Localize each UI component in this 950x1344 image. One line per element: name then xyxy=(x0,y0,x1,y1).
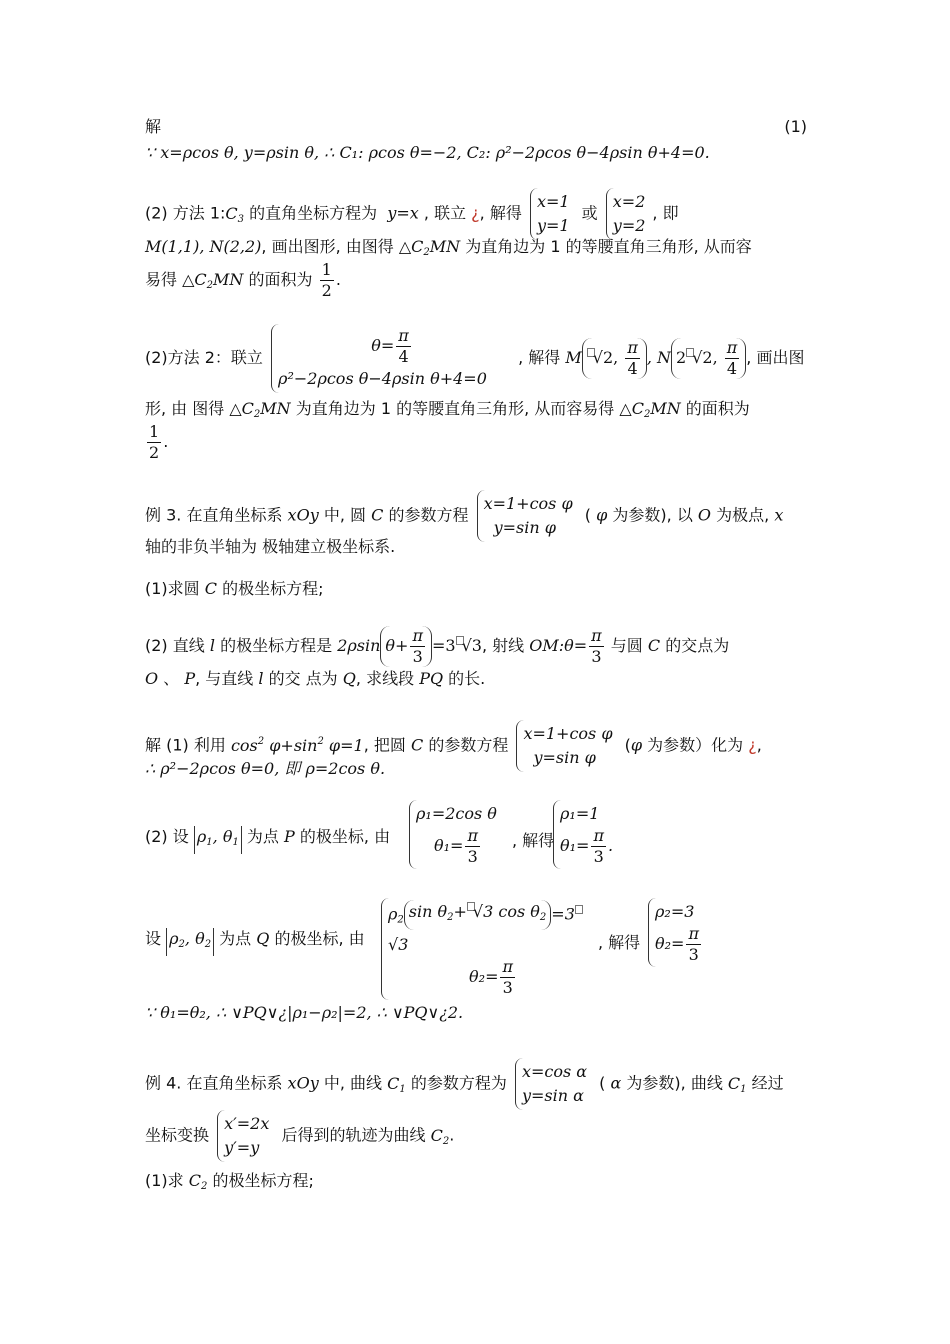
method-1-line-1: (2) 方法 $1:C_3$ 的直角坐标方程为 y=x , 联立 ¿, 解得 x=1 y=1 或 x=2 y=2 , 即 xyxy=(145,188,807,240)
solution-heading: 解 (1) xyxy=(145,117,807,136)
solution-1-equation: ∵ x=ρcos θ, y=ρsin θ, ∴ C₁: ρcos θ=−2, C₂: ρ²−2ρcos θ−4ρsin θ+4=0. xyxy=(145,143,710,162)
method-1-line-3: 易得 $\triangle C_2MN$ 的面积为 $\frac{1}{2}$ . xyxy=(145,260,341,300)
method-2-line-2: 形, 由 图得 $\triangle C_2MN$ 为直角边为 1 的等腰直角三角形, 从而容易得 $\triangle C_2MN$ 的面积为 xyxy=(145,399,750,420)
method-2-line-1: (2)方法 2：联立 θ= $\frac{\pi}{4}$ ρ²−2ρcos θ−4ρsin θ+4=0 , 解得 M √2, $\frac{\pi}{4}$ , N 2 √2, $\frac{\pi}{4}$ , 画出图 xyxy=(145,324,807,393)
example-4-line-1: 例 4. 在直角坐标系 xOy 中, 曲线 $C_1$ 的参数方程为 x=cos α y=sin α ( α 为参数), 曲线 $C_1$ 经过 xyxy=(145,1058,807,1110)
solution-3-conclusion: ∵ θ₁=θ₂, ∴ ∨PQ∨¿|ρ₁−ρ₂|=2, ∴ ∨PQ∨¿2. xyxy=(145,1003,464,1022)
solution-3-system-1: ρ₁=2cos θ θ₁= $\frac{\pi}{3}$ xyxy=(406,800,504,869)
method-2-line-3: $\frac{1}{2}$ . xyxy=(149,422,169,462)
solution-3-result-1: ρ₁=1 θ₁= $\frac{\pi}{3}$ . xyxy=(550,800,620,869)
example-3-question-2: (2) 直线 l 的极坐标方程是 2ρsin θ+ $\frac{\pi}{3}$ =3 √3, 射线 OM:θ= $\frac{\pi}{3}$ 与圆 C 的交点为 xyxy=(145,626,730,666)
example-4-line-2: 坐标变换 x′=2x y′=y 后得到的轨迹为曲线 $C_2$. xyxy=(145,1110,807,1162)
solution-3-solved-label-2: , 解得 xyxy=(598,933,641,952)
solution-3-solved-label: , 解得 xyxy=(512,831,555,850)
example-3-question-1: (1)求圆 C 的极坐标方程; xyxy=(145,579,324,598)
method-1-line-2: M(1,1), N(2,2), 画出图形, 由图得 $\triangle C_2MN$ 为直角边为 1 的等腰直角三角形, 从而容 xyxy=(145,237,752,258)
solution-3-part-3: 设 $\rho_2$, $\theta_2$ 为点 Q 的极坐标, 由 xyxy=(145,928,807,956)
solution-3-line-2: ∴ ρ²−2ρcos θ=0, 即 ρ=2cos θ. xyxy=(145,759,386,778)
solution-3-result-2: ρ₂=3 θ₂= $\frac{\pi}{3}$ xyxy=(645,898,710,967)
solution-3-system-2: $\rho_2$ $\sin \theta_2+ √3$ $\cos \theta_2 =3√3$ θ₂= $\frac{\pi}{3}$ xyxy=(378,898,605,1000)
example-3-line-1: 例 3. 在直角坐标系 xOy 中, 圆 C 的参数方程 x=1+cos φ y=sin φ ( φ 为参数), 以 O 为极点, x xyxy=(145,490,807,542)
example-4-question-1: (1)求 $C_2$ 的极坐标方程; xyxy=(145,1171,314,1192)
solution-3-line-1: 解 (1) 利用 $\cos^2 \varphi+\sin^2$ φ=1, 把圆 C 的参数方程 x=1+cos φ y=sin φ (φ 为参数）化为 ¿, xyxy=(145,720,807,772)
example-3-question-2-cont: O 、 P, 与直线 l 的交 点为 Q, 求线段 PQ 的长. xyxy=(145,669,486,688)
example-3-line-2: 轴的非负半轴为 极轴建立极坐标系. xyxy=(145,537,396,556)
solution-3-part-2: (2) 设 $\rho_1$, $\theta_1$ 为点 P 的极坐标, 由 xyxy=(145,826,807,854)
